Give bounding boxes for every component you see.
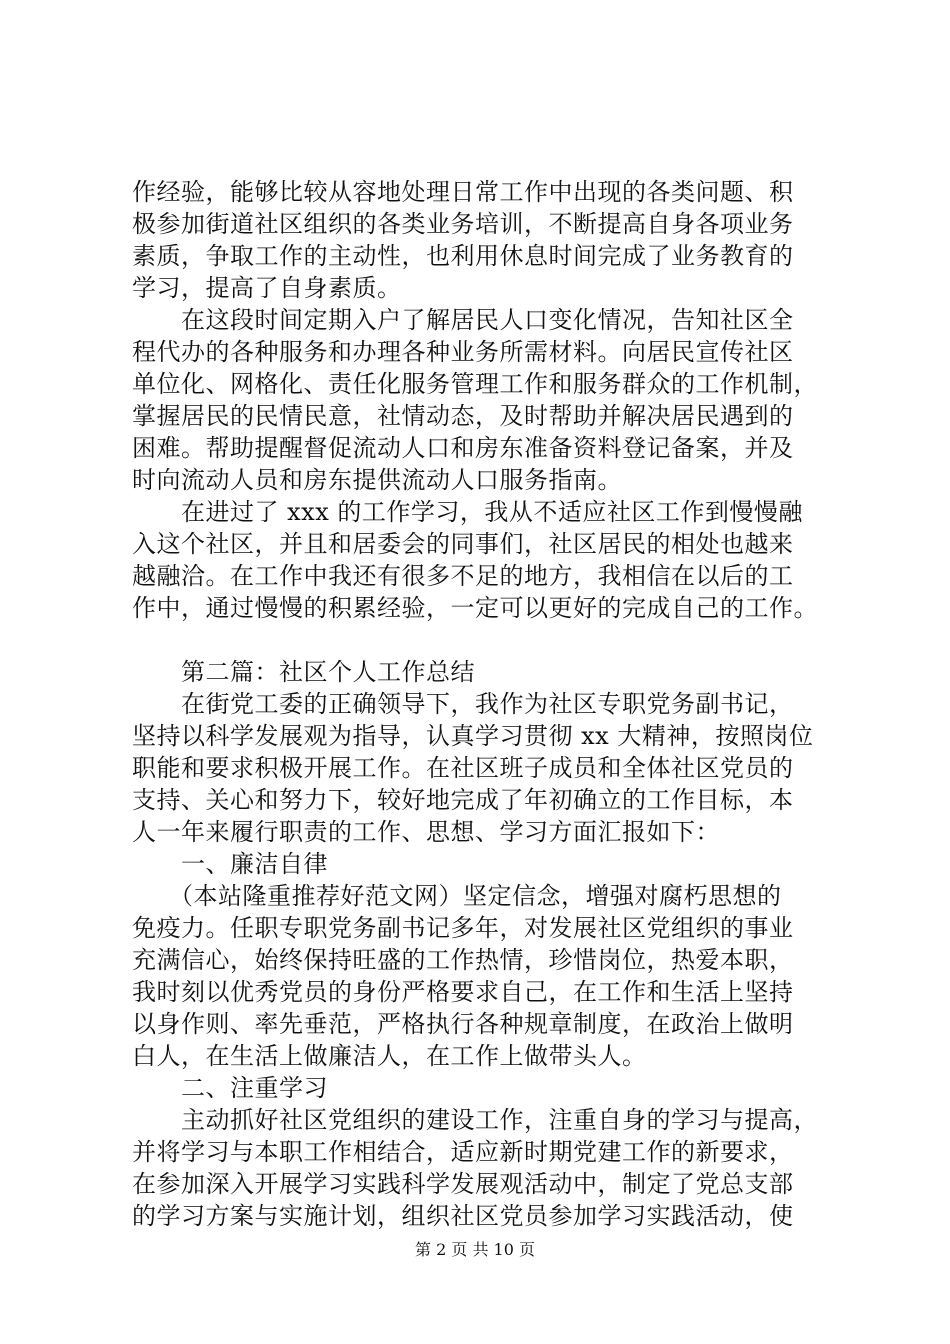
- text-line: 作中，通过慢慢的积累经验，一定可以更好的完成自己的工作。: [132, 594, 818, 622]
- blank-line: [132, 624, 832, 656]
- text-line: 职能和要求积极开展工作。在社区班子成员和全体社区党员的: [132, 754, 794, 782]
- text-line: 人一年来履行职责的工作、思想、学习方面汇报如下：: [132, 818, 720, 846]
- text-line: 第二篇：社区个人工作总结: [132, 658, 475, 686]
- text-line: 二、注重学习: [132, 1074, 328, 1102]
- text-line: 免疫力。任职专职党务副书记多年，对发展社区党组织的事业: [132, 914, 794, 942]
- text-line: 在进过了 xxx 的工作学习，我从不适应社区工作到慢慢融: [132, 498, 803, 526]
- text-line: 并将学习与本职工作相结合，适应新时期党建工作的新要求，: [132, 1138, 794, 1166]
- text-line: 我时刻以优秀党员的身份严格要求自己，在工作和生活上坚持: [132, 978, 794, 1006]
- text-line: 学习，提高了自身素质。: [132, 274, 402, 302]
- text-line: 困难。帮助提醒督促流动人口和房东准备资料登记备案，并及: [132, 434, 794, 462]
- text-line: 支持、关心和努力下，较好地完成了年初确立的工作目标，本: [132, 786, 794, 814]
- text-line: 的学习方案与实施计划，组织社区党员参加学习实践活动，使: [132, 1202, 794, 1230]
- text-line: 白人，在生活上做廉洁人，在工作上做带头人。: [132, 1042, 647, 1070]
- text-line: 时向流动人员和房东提供流动人口服务指南。: [132, 466, 622, 494]
- text-line: 素质，争取工作的主动性，也利用休息时间完成了业务教育的: [132, 242, 794, 270]
- page-footer: 第 2 页 共 10 页: [415, 1240, 535, 1259]
- text-line: 在街党工委的正确领导下，我作为社区专职党务副书记，: [132, 690, 794, 718]
- text-line: 一、廉洁自律: [132, 850, 328, 878]
- text-line: 入这个社区，并且和居委会的同事们，社区居民的相处也越来: [132, 530, 794, 558]
- text-line: 作经验，能够比较从容地处理日常工作中出现的各类问题、积: [132, 178, 794, 206]
- text-line: 充满信心，始终保持旺盛的工作热情，珍惜岗位，热爱本职，: [132, 946, 794, 974]
- text-line: 掌握居民的民情民意，社情动态，及时帮助并解决居民遇到的: [132, 402, 794, 430]
- text-line: 坚持以科学发展观为指导，认真学习贯彻 xx 大精神，按照岗位: [132, 722, 814, 750]
- text-line: 在这段时间定期入户了解居民人口变化情况，告知社区全: [132, 306, 794, 334]
- document-body: [132, 176, 832, 1232]
- text-line: 极参加街道社区组织的各类业务培训，不断提高自身各项业务: [132, 210, 794, 238]
- text-line: （本站隆重推荐好范文网）坚定信念，增强对腐朽思想的: [132, 882, 782, 910]
- text-line: 单位化、网格化、责任化服务管理工作和服务群众的工作机制，: [132, 370, 818, 398]
- text-line: 在参加深入开展学习实践科学发展观活动中，制定了党总支部: [132, 1170, 794, 1198]
- text-line: 程代办的各种服务和办理各种业务所需材料。向居民宣传社区: [132, 338, 794, 366]
- text-line: 越融洽。在工作中我还有很多不足的地方，我相信在以后的工: [132, 562, 794, 590]
- text-line: 主动抓好社区党组织的建设工作，注重自身的学习与提高，: [132, 1106, 818, 1134]
- text-line: 以身作则、率先垂范，严格执行各种规章制度，在政治上做明: [132, 1010, 794, 1038]
